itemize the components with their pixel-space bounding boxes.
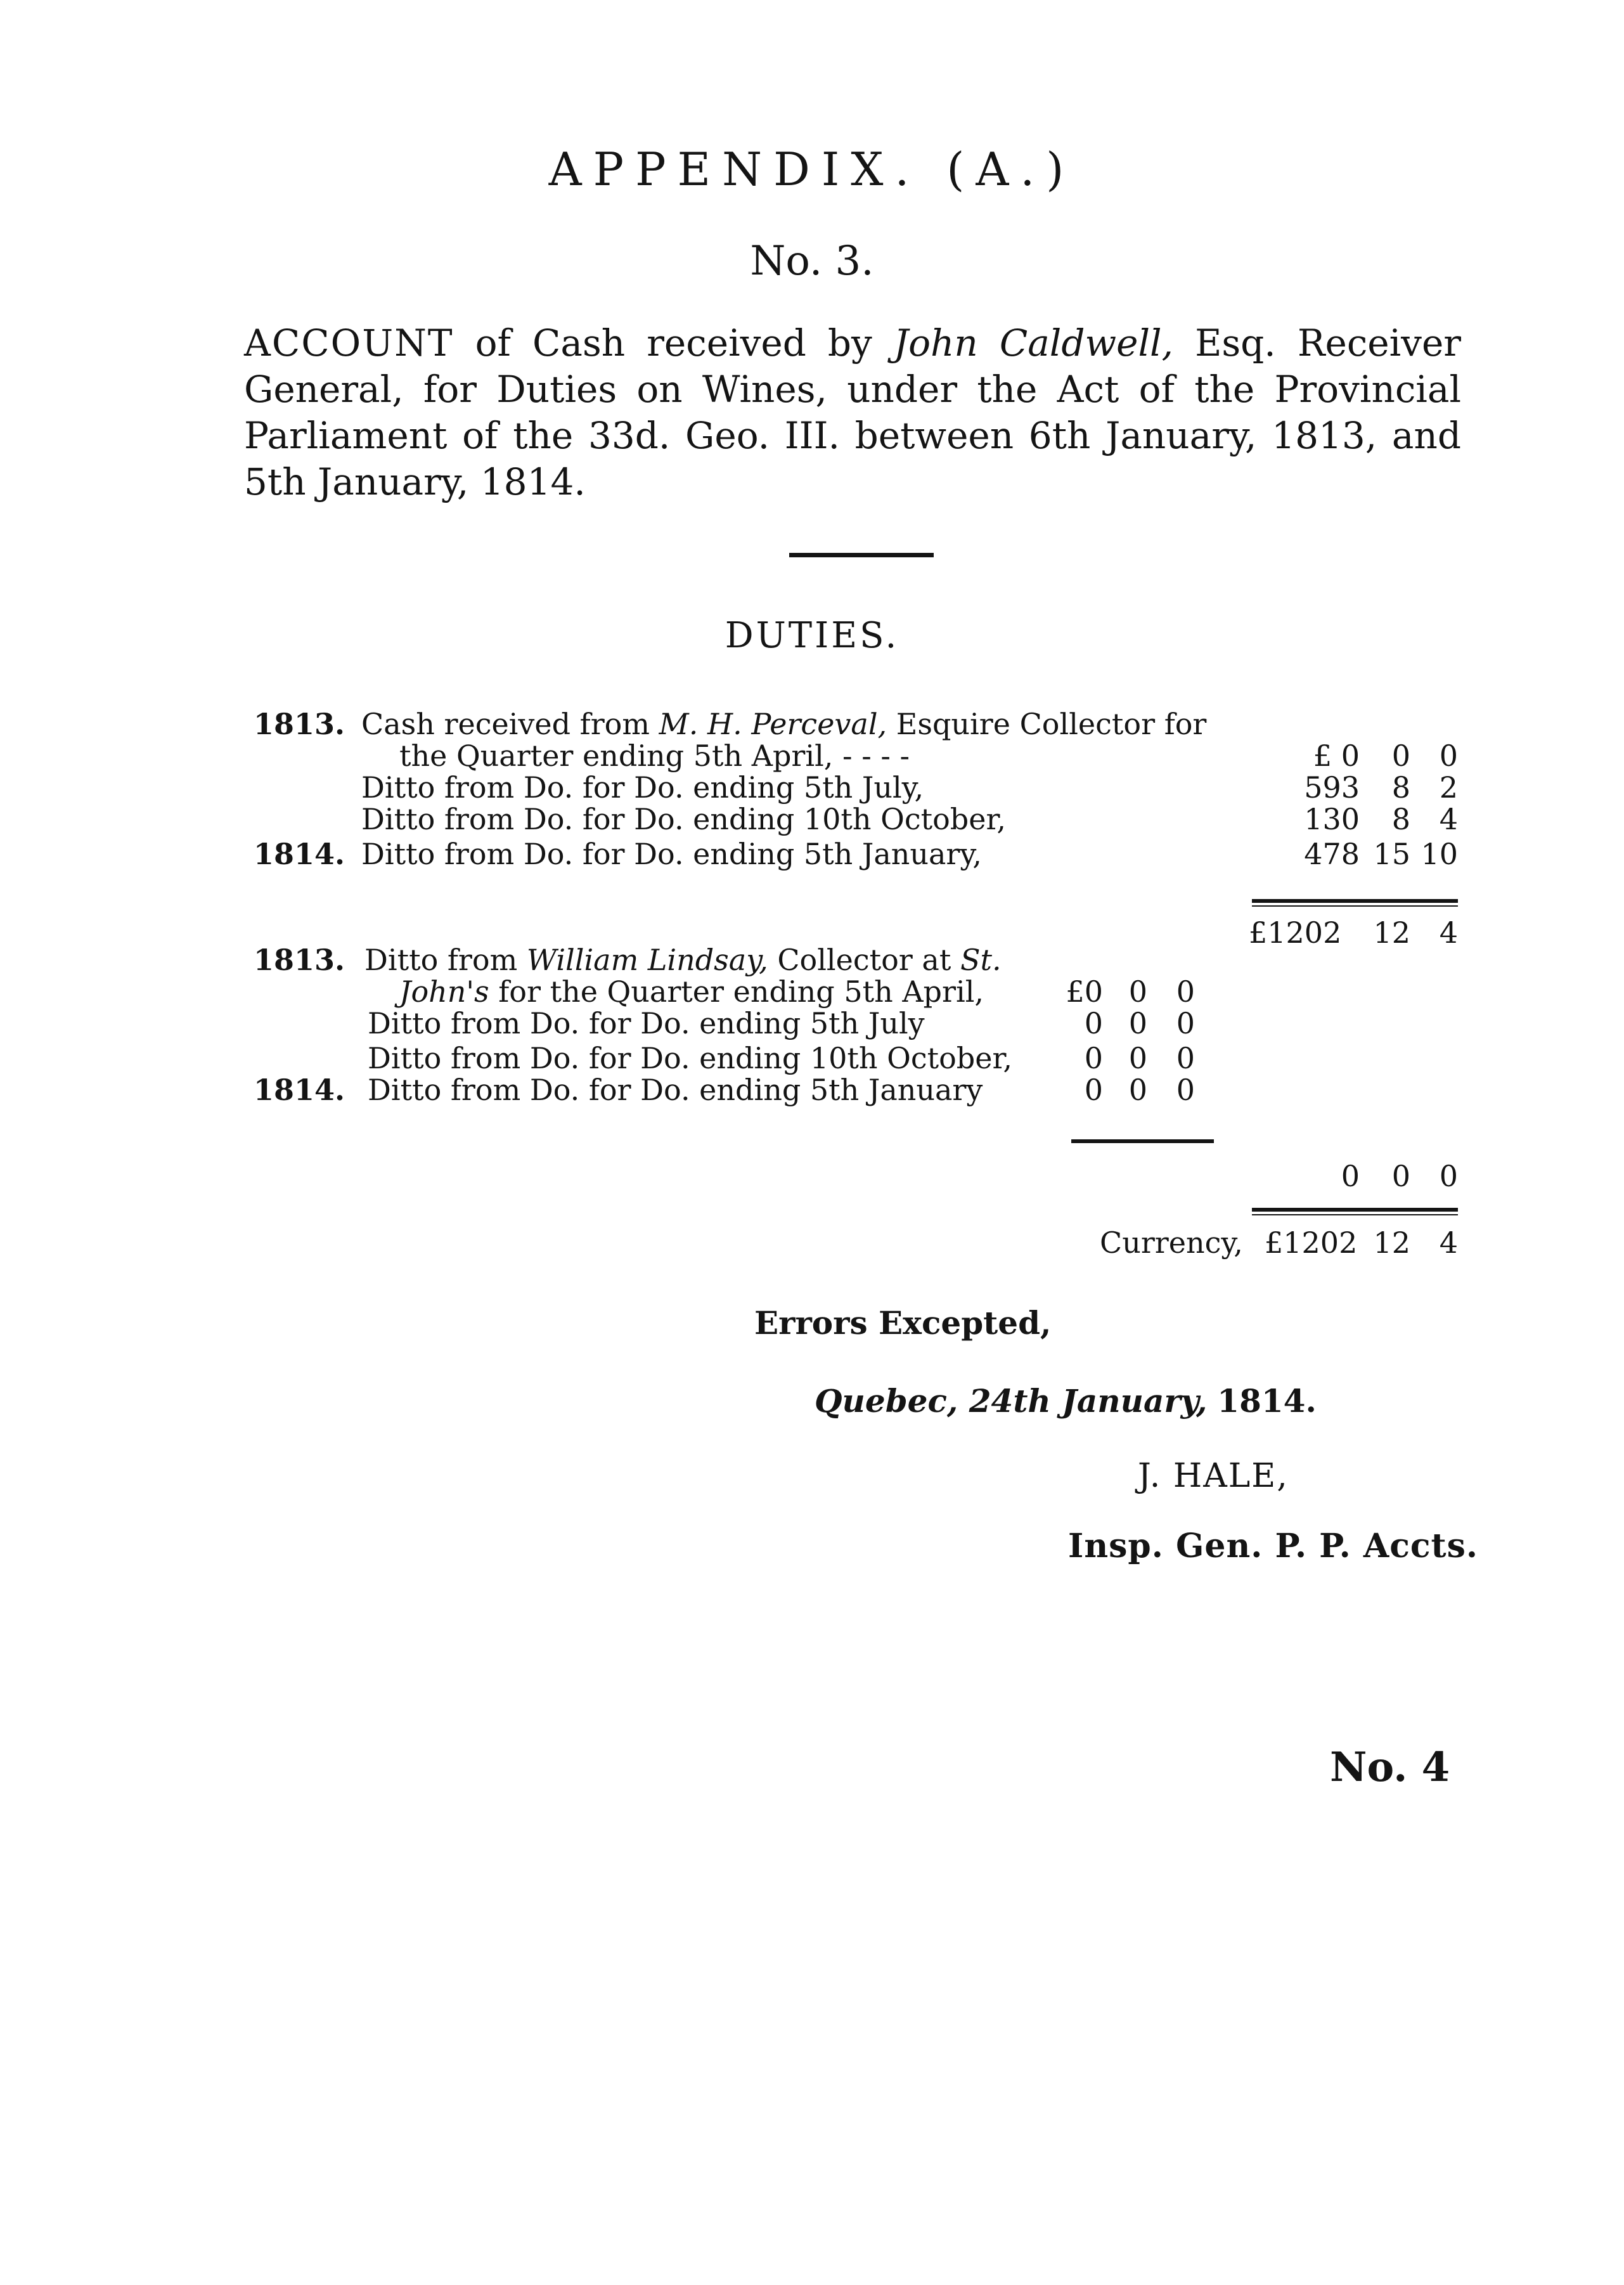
currency-shillings: 12 xyxy=(1373,1226,1410,1260)
amount-shillings: 0 xyxy=(1391,739,1410,773)
account-intro xyxy=(244,320,1461,505)
currency-rule-thin xyxy=(1252,1214,1458,1215)
desc-text-post: Collector at xyxy=(768,943,960,977)
intro-lead: ACCOUNT xyxy=(244,321,454,365)
lindsay-total-pence: 0 xyxy=(1439,1159,1458,1193)
currency-pence: 4 xyxy=(1439,1226,1458,1260)
desc-text: Ditto from Do. for Do. ending 5th July, xyxy=(361,770,924,805)
row-description xyxy=(361,837,982,871)
section-rule xyxy=(789,553,934,557)
appendix-heading: APPENDIX. (A.) xyxy=(548,143,1076,196)
place-date-year: 1814. xyxy=(1217,1382,1317,1420)
perceval-total-pounds: £1202 xyxy=(1249,916,1342,950)
intro-part1: of Cash received by xyxy=(453,321,894,365)
section-title: DUTIES. xyxy=(725,615,899,656)
document-number: No. 3. xyxy=(750,238,874,285)
amount-pounds: 0 xyxy=(1084,1073,1103,1107)
amount-pounds: £ 0 xyxy=(1313,739,1360,773)
row-description xyxy=(368,1073,983,1107)
row-year: 1813. xyxy=(254,707,345,741)
desc-text: Ditto from xyxy=(364,943,527,977)
row-description xyxy=(361,707,1206,741)
collector-name: M. H. Perceval, xyxy=(659,707,887,741)
lindsay-total-pounds: 0 xyxy=(1341,1159,1360,1193)
collector-name: John's xyxy=(399,974,489,1009)
row-description xyxy=(399,974,984,1009)
amount-pounds: 478 xyxy=(1304,837,1360,871)
amount-shillings: 0 xyxy=(1128,974,1147,1009)
place-date-text: Quebec, 24th January, xyxy=(815,1382,1208,1420)
row-description xyxy=(364,943,1002,977)
amount-pence: 10 xyxy=(1421,837,1458,871)
collector-place: St. xyxy=(960,943,1002,977)
errors-excepted: Errors Excepted, xyxy=(754,1304,1052,1342)
amount-pence: 0 xyxy=(1439,739,1458,773)
amount-shillings: 15 xyxy=(1373,837,1410,871)
desc-text-post: Esquire Collector for xyxy=(887,707,1207,741)
perceval-total-shillings: 12 xyxy=(1373,916,1410,950)
amount-shillings: 8 xyxy=(1391,770,1410,805)
row-description xyxy=(399,739,910,773)
desc-text: the Quarter ending 5th April, xyxy=(399,739,834,773)
amount-pounds: 0 xyxy=(1084,1041,1103,1075)
signature-title: Insp. Gen. P. P. Accts. xyxy=(1068,1527,1478,1565)
amount-shillings: 0 xyxy=(1128,1041,1147,1075)
currency-rule xyxy=(1252,1208,1458,1212)
amount-pence: 0 xyxy=(1176,974,1195,1009)
amount-pence: 4 xyxy=(1439,802,1458,836)
amount-pounds: £0 xyxy=(1066,974,1103,1009)
row-description xyxy=(361,770,924,805)
perceval-total-pence: 4 xyxy=(1439,916,1458,950)
desc-text: Ditto from Do. for Do. ending 10th October, xyxy=(361,802,1007,836)
amount-shillings: 8 xyxy=(1391,802,1410,836)
amount-shillings: 0 xyxy=(1128,1073,1147,1107)
intro-name: John Caldwell, xyxy=(893,321,1173,365)
desc-text-post: for the Quarter ending 5th April, xyxy=(489,974,984,1009)
amount-pence: 0 xyxy=(1176,1006,1195,1040)
amount-pence: 0 xyxy=(1176,1041,1195,1075)
desc-text: Ditto from Do. for Do. ending 5th July xyxy=(368,1006,925,1040)
currency-pounds: £1202 xyxy=(1265,1226,1358,1260)
desc-text: Ditto from Do. for Do. ending 5th January xyxy=(368,1073,983,1107)
lindsay-total-rule xyxy=(1071,1139,1214,1143)
intro-part2: Esq. Receiver General, for Duties on Wines, under the Act of the Provincial Parliament of the 33d. Geo. III. between 6th January, 1813, and 5th January, 1814. xyxy=(244,321,1461,503)
currency-label: Currency, xyxy=(1100,1226,1243,1260)
row-description xyxy=(368,1041,1012,1075)
amount-pence: 2 xyxy=(1439,770,1458,805)
row-year: 1814. xyxy=(254,837,345,871)
amount-pence: 0 xyxy=(1176,1073,1195,1107)
perceval-total-rule xyxy=(1252,899,1458,903)
amount-pounds: 593 xyxy=(1304,770,1360,805)
signature-name: J. HALE, xyxy=(1138,1457,1289,1495)
desc-text: Ditto from Do. for Do. ending 5th January, xyxy=(361,837,982,871)
desc-text: Cash received from xyxy=(361,707,659,741)
amount-shillings: 0 xyxy=(1128,1006,1147,1040)
row-description xyxy=(368,1006,925,1040)
perceval-total-rule-thin xyxy=(1252,905,1458,907)
desc-text-post: - - - - xyxy=(833,739,910,773)
next-page-number: No. 4 xyxy=(1330,1744,1450,1791)
row-year: 1813. xyxy=(254,943,345,977)
amount-pounds: 0 xyxy=(1084,1006,1103,1040)
row-description xyxy=(361,802,1006,836)
lindsay-total-shillings: 0 xyxy=(1391,1159,1410,1193)
amount-pounds: 130 xyxy=(1304,802,1360,836)
collector-name: William Lindsay, xyxy=(526,943,768,977)
desc-text: Ditto from Do. for Do. ending 10th October, xyxy=(368,1041,1013,1075)
row-year: 1814. xyxy=(254,1073,345,1107)
place-date xyxy=(815,1382,1317,1420)
